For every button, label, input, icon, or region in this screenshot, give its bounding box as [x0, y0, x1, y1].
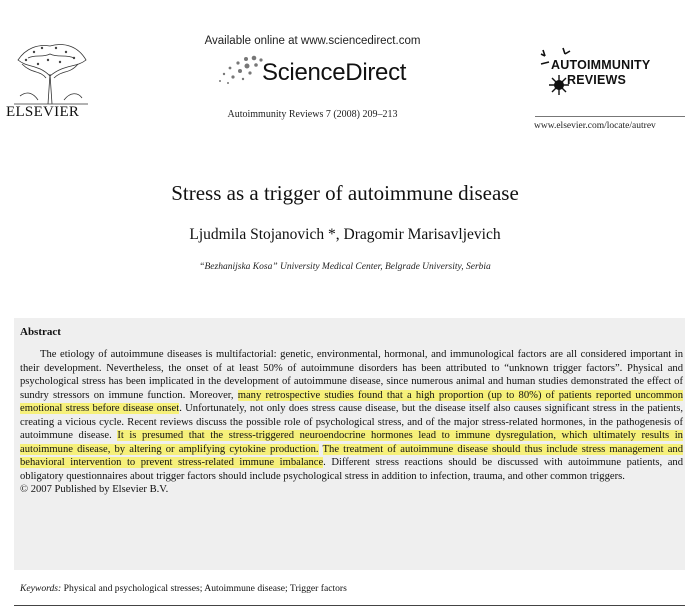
keywords-label: Keywords:	[20, 583, 62, 594]
highlighted-text: It is presumed that the stress-triggered neuroendocrine hormones lead to immune dysregulation, which ultimately results in autoimmune disease, by altering or amplifying cytokine production.	[20, 430, 683, 455]
bottom-divider	[14, 605, 685, 606]
author-list: Ljudmila Stojanovich *, Dragomir Marisavljevich	[189, 226, 501, 243]
journal-reference: Autoimmunity Reviews 7 (2008) 209–213	[227, 109, 398, 120]
keywords-line	[20, 583, 347, 594]
highlighted-text: The treatment of autoimmune disease should thus include stress management and behavioral intervention to prevent stress-related immune imbalance	[20, 443, 683, 468]
autoimmunity-reviews-logo	[537, 42, 685, 100]
sciencedirect-wordmark: ScienceDirect	[262, 59, 407, 86]
author-affiliation: “Bezhanijska Kosa” University Medical Center, Belgrade University, Serbia	[199, 262, 491, 272]
abstract-text: The etiology of autoimmune diseases is multifactorial: genetic, environmental, hormonal, and immunological factors are all considered important in their development. Nevertheless, the onset of at least 50% of autoimmune disorders has been attributed to “unknown trigger factors”. Physical and psychological stress has been implicated in the development of autoimmune disease, since numerous animal and human studies demonstrated the effect of sundry stressors on immune function. Moreover,	[20, 349, 683, 401]
available-online-text: Available online at www.sciencedirect.com	[204, 35, 421, 47]
elsevier-tree-logo	[8, 34, 94, 106]
header-divider	[535, 116, 685, 117]
paper-title: Stress as a trigger of autoimmune disease	[171, 181, 519, 205]
sciencedirect-dots-logo	[216, 55, 268, 85]
highlighted-text: many retrospective studies found that a high proportion (up to 80%) of patients reported uncommon emotional stress before disease onset	[20, 389, 683, 414]
sciencedirect-logo	[150, 53, 475, 89]
header-center	[150, 35, 475, 120]
abstract-heading: Abstract	[20, 326, 61, 338]
abstract-text: . Unfortunately, not only does stress cause disease, but the disease itself also causes significant stress in the patients, creating a vicious cycle. Recent reviews discuss the possible role of psychological stress, and of the major stress-related hormones, in the pathogenesis of autoimmune disease.	[20, 403, 683, 441]
journal-logo-line2: REVIEWS	[567, 73, 627, 87]
journal-logo-line1: AUTOIMMUNITY	[551, 58, 651, 72]
abstract-text	[319, 444, 323, 455]
abstract-body	[20, 348, 683, 497]
publisher-name: ELSEVIER	[6, 104, 80, 120]
keywords-text: Physical and psychological stresses; Autoimmune disease; Trigger factors	[61, 583, 347, 594]
abstract-paragraph	[20, 348, 683, 483]
journal-url-link[interactable]: www.elsevier.com/locate/autrev	[534, 121, 656, 131]
abstract-text: . Different stress reactions should be discussed with autoimmune patients, and obligatory questionnaires about trigger factors should include psychological stress in addition to infection, trauma, and other common triggers.	[20, 457, 683, 482]
copyright-notice: © 2007 Published by Elsevier B.V.	[20, 484, 169, 495]
